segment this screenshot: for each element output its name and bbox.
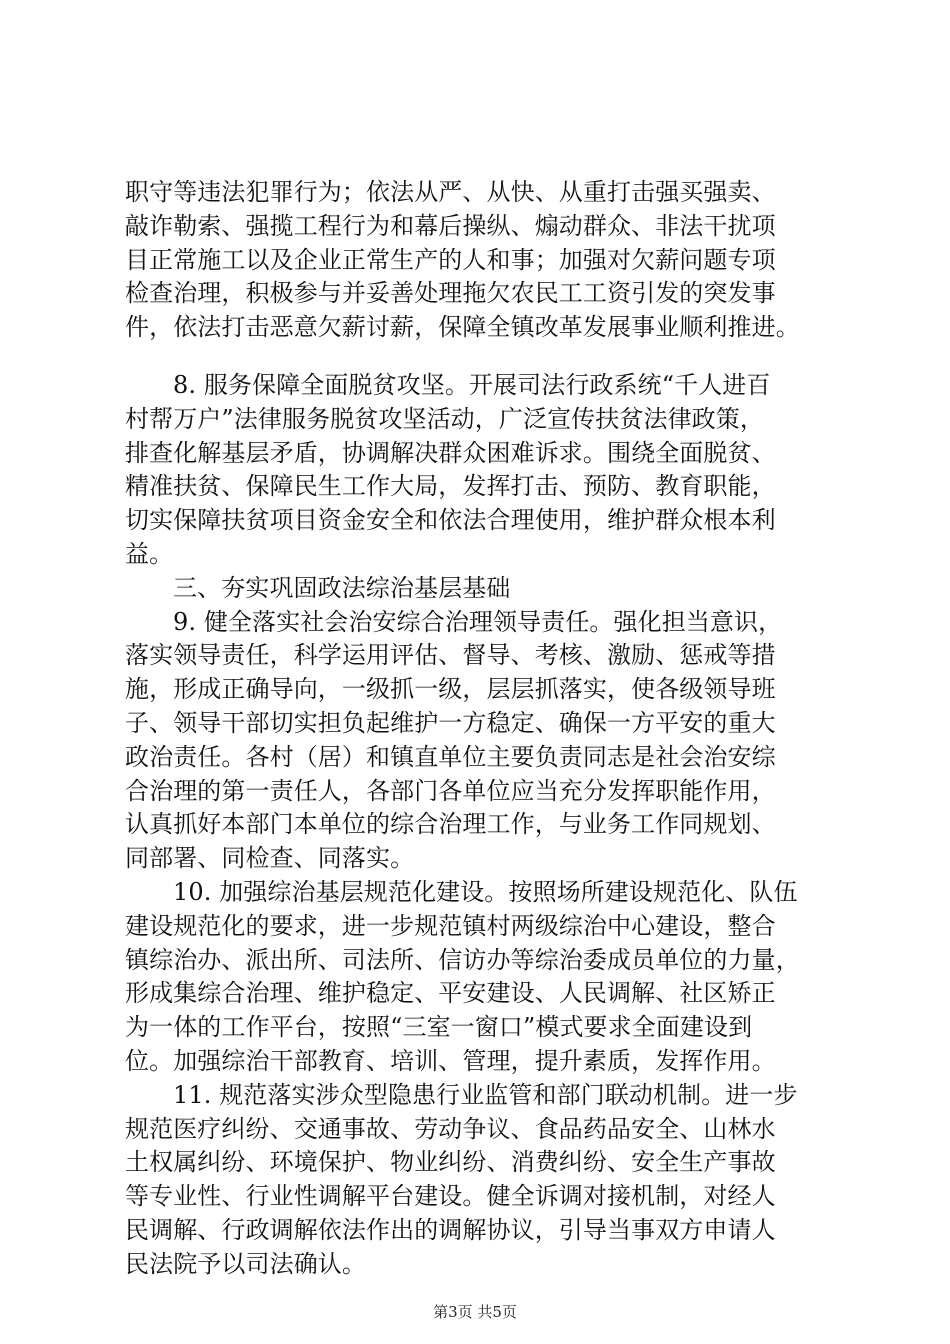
text-line: 规范医疗纠纷、交通事故、劳动争议、食品药品安全、山林水 <box>125 1114 776 1143</box>
text-line: 施，形成正确导向，一级抓一级，层层抓落实，使各级领导班 <box>125 675 776 704</box>
text-line: 土权属纠纷、环境保护、物业纠纷、消费纠纷、安全生产事故 <box>125 1148 776 1177</box>
page-number-footer: 第3页 共5页 <box>433 1303 517 1321</box>
text-line: 敲诈勒索、强揽工程行为和幕后操纵、煽动群众、非法干扰项 <box>125 211 776 240</box>
section-heading <box>125 572 825 606</box>
text-line: 子、领导干部切实担负起维护一方稳定、确保一方平安的重大 <box>125 708 776 737</box>
text-line-first: 9. 健全落实社会治安综合治理领导责任。强化担当意识， <box>173 607 783 636</box>
text-line: 位。加强综治干部教育、培训、管理，提升素质，发挥作用。 <box>125 1046 776 1075</box>
section-heading-text: 三、夯实巩固政法综治基层基础 <box>173 573 511 602</box>
text-line: 民调解、行政调解依法作出的调解协议，引导当事双方申请人 <box>125 1215 776 1244</box>
text-line: 镇综治办、派出所、司法所、信访办等综治委成员单位的力量， <box>125 945 800 974</box>
text-line: 民法院予以司法确认。 <box>125 1249 366 1278</box>
text-line: 检查治理，积极参与并妥善处理拖欠农民工工资引发的突发事 <box>125 279 776 308</box>
text-line: 等专业性、行业性调解平台建设。健全诉调对接机制，对经人 <box>125 1182 776 1211</box>
text-line: 职守等违法犯罪行为；依法从严、从快、从重打击强买强卖、 <box>125 178 776 206</box>
paragraph-item-10 <box>125 876 825 1079</box>
text-line: 件，依法打击恶意欠薪讨薪，保障全镇改革发展事业顺利推进。 <box>125 313 800 342</box>
text-line: 形成集综合治理、维护稳定、平安建设、人民调解、社区矫正 <box>125 979 776 1008</box>
text-line: 益。 <box>125 539 174 568</box>
text-line: 建设规范化的要求，进一步规范镇村两级综治中心建设，整合 <box>125 911 776 940</box>
text-line: 认真抓好本部门本单位的综合治理工作，与业务工作同规划、 <box>125 810 776 839</box>
text-line-first: 10. 加强综治基层规范化建设。按照场所建设规范化、队伍 <box>173 877 798 906</box>
document-body <box>125 176 825 1282</box>
text-line: 落实领导责任，科学运用评估、督导、考核、激励、惩戒等措 <box>125 641 776 670</box>
text-line: 排查化解基层矛盾，协调解决群众困难诉求。围绕全面脱贫、 <box>125 438 776 467</box>
text-line: 政治责任。各村（居）和镇直单位主要负责同志是社会治安综 <box>125 742 776 771</box>
paragraph-item-11 <box>125 1079 825 1282</box>
paragraph-item-9 <box>125 606 825 876</box>
text-line: 同部署、同检查、同落实。 <box>125 844 415 873</box>
text-line: 为一体的工作平台，按照“三室一窗口”模式要求全面建设到 <box>125 1013 753 1042</box>
paragraph-continuation <box>125 176 825 345</box>
paragraph-item-8 <box>125 369 825 572</box>
text-line: 合治理的第一责任人，各部门各单位应当充分发挥职能作用， <box>125 776 776 805</box>
text-line: 切实保障扶贫项目资金安全和依法合理使用，维护群众根本利 <box>125 506 776 535</box>
text-line-first: 8. 服务保障全面脱贫攻坚。开展司法行政系统“千人进百 <box>173 370 771 399</box>
text-line-first: 11. 规范落实涉众型隐患行业监管和部门联动机制。进一步 <box>173 1080 798 1109</box>
text-line: 村帮万户”法律服务脱贫攻坚活动，广泛宣传扶贫法律政策， <box>125 404 764 433</box>
text-line: 目正常施工以及企业正常生产的人和事；加强对欠薪问题专项 <box>125 245 776 274</box>
text-line: 精准扶贫、保障民生工作大局，发挥打击、预防、教育职能， <box>125 472 776 501</box>
